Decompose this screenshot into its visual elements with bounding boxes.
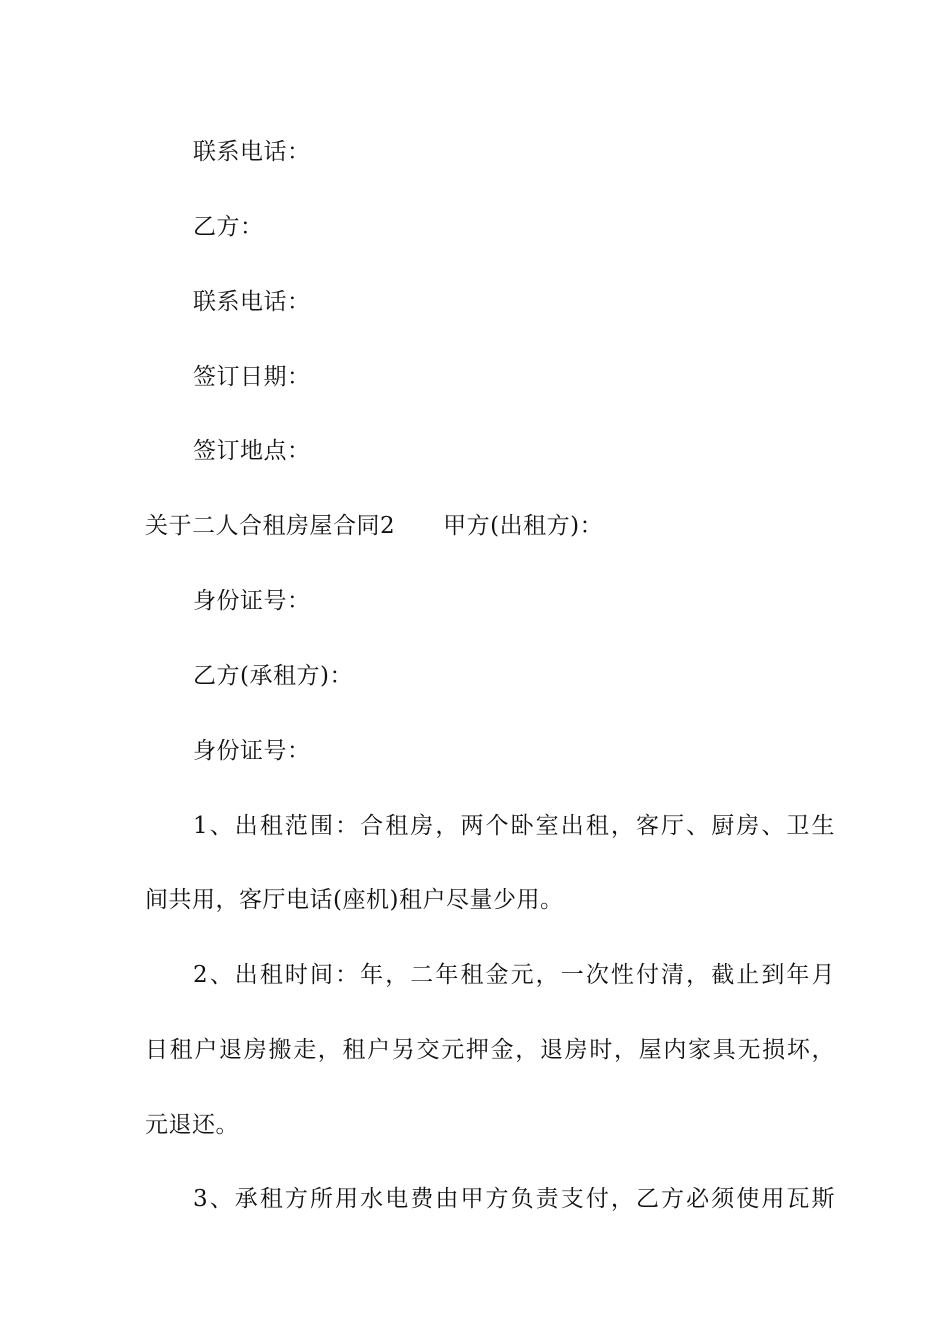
clause-2-line-2: 日租户退房搬走，租户另交元押金，退房时，屋内家具无损坏， (145, 1037, 835, 1063)
signing-place-label: 签订地点： (193, 438, 311, 464)
signing-date-label: 签订日期： (193, 364, 311, 390)
section-title-line (145, 510, 835, 542)
clause-3-line-1: 3、承租方所用水电费由甲方负责支付，乙方必须使用瓦斯 (193, 1186, 835, 1212)
clause-1-line-1: 1、出租范围：合租房，两个卧室出租，客厅、厨房、卫生 (193, 813, 835, 839)
section-title: 关于二人合租房屋合同2 (145, 513, 396, 539)
id-number-label: 身份证号： (193, 588, 311, 614)
contact-phone-label-2: 联系电话： (193, 289, 311, 315)
contact-phone-label: 联系电话： (193, 139, 311, 165)
party-b-lessee-label: 乙方(承租方)： (193, 663, 353, 689)
clause-2-line-1: 2、出租时间：年，二年租金元，一次性付清，截止到年月 (193, 962, 835, 988)
clause-2-line-3: 元退还。 (145, 1112, 239, 1138)
clause-1-line-2: 间共用，客厅电话(座机)租户尽量少用。 (145, 887, 564, 913)
party-a-lessor-label: 甲方(出租方)： (443, 513, 604, 539)
id-number-label-2: 身份证号： (193, 738, 311, 764)
party-b-label: 乙方： (193, 214, 264, 240)
